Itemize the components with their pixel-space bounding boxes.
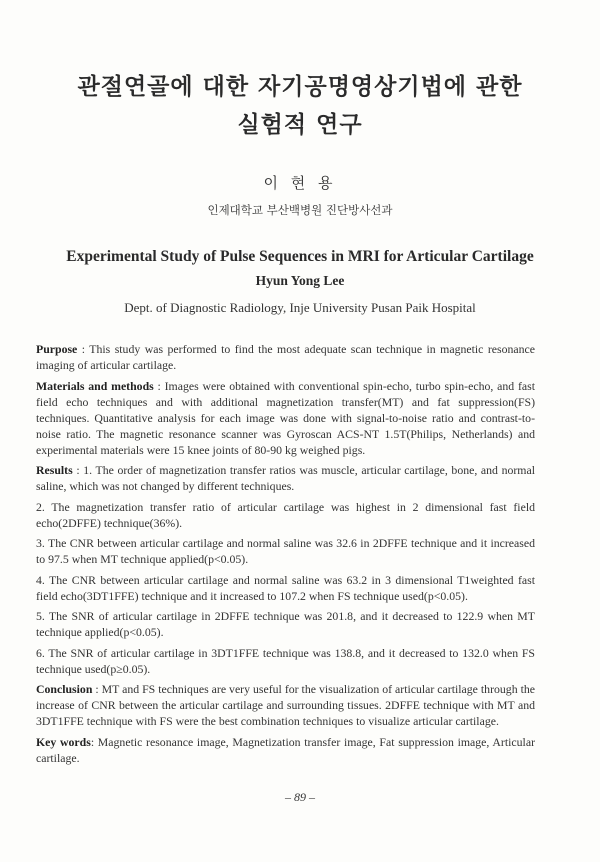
purpose-label: Purpose xyxy=(36,342,78,356)
english-affiliation: Dept. of Diagnostic Radiology, Inje University Pusan Paik Hospital xyxy=(124,300,476,315)
methods-text: : Images were obtained with conventional spin-echo, turbo spin-echo, and fast field echo techniques and with additional magnetization transfer(MT) and fat suppression(FS) techniques. Quantitative analysis for each image was done with signal-to-noise ratio and contrast-to-noise ratio. The magnetic resonance scanner was Gyroscan ACS-NT 1.5T(Philips, Netherlands) and experimental materials were 15 knee joints of 80-90 kg weighed pigs. xyxy=(36,378,535,457)
methods-paragraph xyxy=(36,378,535,458)
purpose-text: : This study was performed to find the most adequate scan technique in magnetic resonance imaging of articular cartilage. xyxy=(36,342,535,372)
results-item-5: 5. The SNR of articular cartilage in 2DFFE technique was 201.8, and it decreased to 122.9 when MT technique applied(p<0.05). xyxy=(36,609,535,639)
korean-title-line1: 관절연골에 대한 자기공명영상기법에 관한 xyxy=(77,74,523,100)
purpose-paragraph xyxy=(36,341,535,373)
keywords-label: Key words xyxy=(36,734,91,749)
results-item-1: : 1. The order of magnetization transfer ratios was muscle, articular cartilage, bone, and normal saline, which was not changed by different techniques. xyxy=(36,463,535,493)
results-item-3: 3. The CNR between articular cartilage and normal saline was 32.6 in 2DFFE technique and it increased to 97.5 when MT technique applied(p<0.05). xyxy=(36,536,535,566)
korean-affiliation: 인제대학교 부산백병원 진단방사선과 xyxy=(207,203,393,217)
results-label: Results xyxy=(36,463,73,477)
results-paragraph-1 xyxy=(36,462,535,494)
conclusion-text: : MT and FS techniques are very useful for the visualization of articular cartilage through the increase of CNR between the articular cartilage and surrounding tissues. 2DFFE technique with MT and 3DT1FFE technique with FS were the best combination techniques to visualize articular cartilage. xyxy=(36,682,535,728)
conclusion-paragraph xyxy=(36,681,535,729)
keywords-text: : Magnetic resonance image, Magnetization transfer image, Fat suppression image, Articular cartilage. xyxy=(36,734,535,765)
abstract xyxy=(36,341,535,770)
results-item-2: 2. The magnetization transfer ratio of articular cartilage was highest in 2 dimensional fast field echo(2DFFE) technique(36%). xyxy=(36,499,535,530)
conclusion-label: Conclusion xyxy=(36,682,93,696)
keywords-paragraph xyxy=(36,734,535,766)
results-item-4: 4. The CNR between articular cartilage and normal saline was 63.2 in 3 dimensional T1weighted fast field echo(3DT1FFE) technique and it increased to 107.2 when FS technique used(p<0.05). xyxy=(36,572,535,603)
korean-author: 이 현 용 xyxy=(263,174,337,192)
english-title: Experimental Study of Pulse Sequences in MRI for Articular Cartilage xyxy=(66,248,534,265)
methods-label: Materials and methods xyxy=(36,378,154,393)
results-item-6: 6. The SNR of articular cartilage in 3DT1FFE technique was 138.8, and it decreased to 132.0 when FS technique used(p≥0.05). xyxy=(36,645,535,676)
page-number: – 89 – xyxy=(285,790,315,804)
korean-title-line2: 실험적 연구 xyxy=(237,112,363,138)
english-author: Hyun Yong Lee xyxy=(255,273,345,288)
